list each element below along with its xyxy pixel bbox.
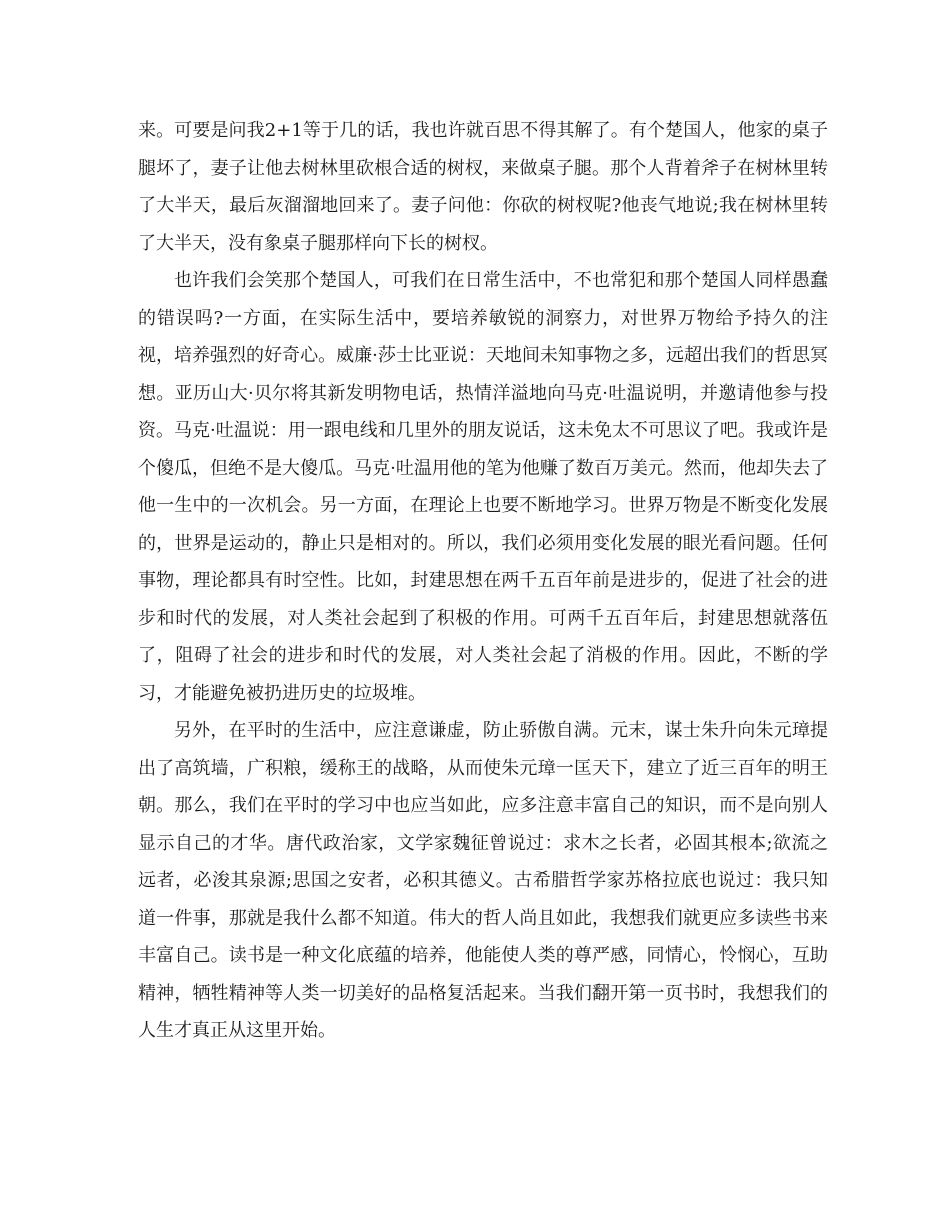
paragraph-3: 另外，在平时的生活中，应注意谦虚，防止骄傲自满。元末，谋士朱升向朱元璋提出了高筑墙，广积粮，缓称王的战略，从而使朱元璋一匡天下，建立了近三百年的明王朝。那么，我们在平时的学习中也应当如此，应多注意丰富自己的知识，而不是向别人显示自己的才华。唐代政治家，文学家魏征曾说过：求木之长者，必固其根本;欲流之远者，必浚其泉源;思国之安者，必积其德义。古希腊哲学家苏格拉底也说过：我只知道一件事，那就是我什么都不知道。伟大的哲人尚且如此，我想我们就更应多读些书来丰富自己。读书是一种文化底蕴的培养，他能使人类的尊严感，同情心，怜悯心，互助精神，牺牲精神等人类一切美好的品格复活起来。当我们翻开第一页书时，我想我们的人生才真正从这里开始。 bbox=[138, 720, 828, 1041]
paragraph-1: 来。可要是问我2+1等于几的话，我也许就百思不得其解了。有个楚国人，他家的桌子腿坏了，妻子让他去树林里砍根合适的树杈，来做桌子腿。那个人背着斧子在树林里转了大半天，最后灰溜溜地回来了。妻子问他：你砍的树杈呢?他丧气地说;我在树林里转了大半天，没有象桌子腿那样向下长的树杈。 bbox=[138, 120, 828, 254]
body-text bbox=[138, 112, 828, 1050]
paragraph-2: 也许我们会笑那个楚国人，可我们在日常生活中，不也常犯和那个楚国人同样愚蠢的错误吗?一方面，在实际生活中，要培养敏锐的洞察力，对世界万物给予持久的注视，培养强烈的好奇心。威廉·莎士比亚说：天地间未知事物之多，远超出我们的哲思冥想。亚历山大·贝尔将其新发明物电话，热情洋溢地向马克·吐温说明，并邀请他参与投资。马克·吐温说：用一跟电线和几里外的朋友说话，这未免太不可思议了吧。我或许是个傻瓜，但绝不是大傻瓜。马克·吐温用他的笔为他赚了数百万美元。然而，他却失去了他一生中的一次机会。另一方面，在理论上也要不断地学习。世界万物是不断变化发展的，世界是运动的，静止只是相对的。所以，我们必须用变化发展的眼光看问题。任何事物，理论都具有时空性。比如，封建思想在两千五百年前是进步的，促进了社会的进步和时代的发展，对人类社会起到了积极的作用。可两千五百年后，封建思想就落伍了，阻碍了社会的进步和时代的发展，对人类社会起了消极的作用。因此，不断的学习，才能避免被扔进历史的垃圾堆。 bbox=[138, 270, 828, 704]
